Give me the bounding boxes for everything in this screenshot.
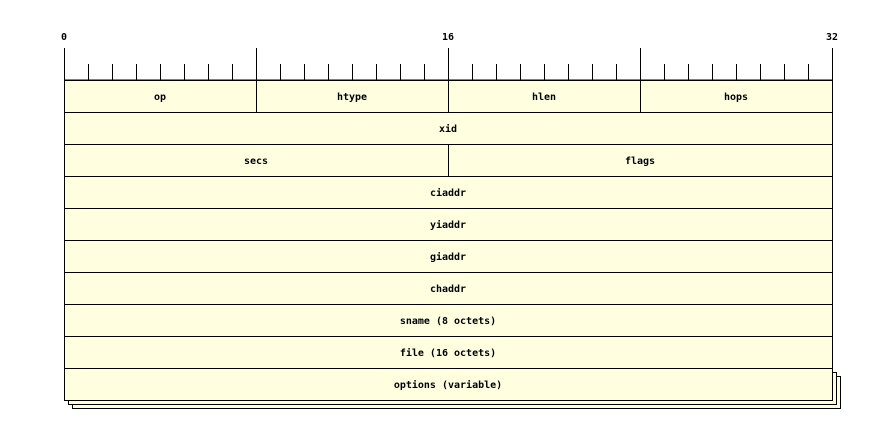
field-row — [65, 337, 833, 369]
field-label: chaddr — [429, 284, 467, 295]
field-row — [65, 273, 833, 305]
field-label: giaddr — [429, 252, 467, 263]
field-label: op — [153, 92, 167, 103]
field-label: flags — [624, 156, 656, 167]
field-row — [65, 145, 833, 177]
field-label: sname (8 octets) — [399, 316, 497, 327]
field-row — [65, 113, 833, 145]
field-row — [65, 81, 833, 113]
field-row — [65, 369, 841, 409]
bit-label: 32 — [825, 32, 839, 43]
field-label: ciaddr — [429, 188, 467, 199]
field-label: file (16 octets) — [399, 348, 497, 359]
field-label: htype — [336, 92, 368, 103]
bit-label: 16 — [441, 32, 455, 43]
field-row — [65, 209, 833, 241]
field-row — [65, 177, 833, 209]
field-label: hlen — [531, 92, 557, 103]
field-row — [65, 241, 833, 273]
field-label: xid — [438, 124, 458, 135]
bit-label: 0 — [60, 32, 68, 43]
bit-ruler — [61, 32, 838, 80]
field-row — [65, 305, 833, 337]
field-label: options (variable) — [393, 380, 503, 391]
field-label: secs — [243, 156, 269, 167]
field-label: hops — [723, 92, 749, 103]
field-label: yiaddr — [429, 220, 467, 231]
